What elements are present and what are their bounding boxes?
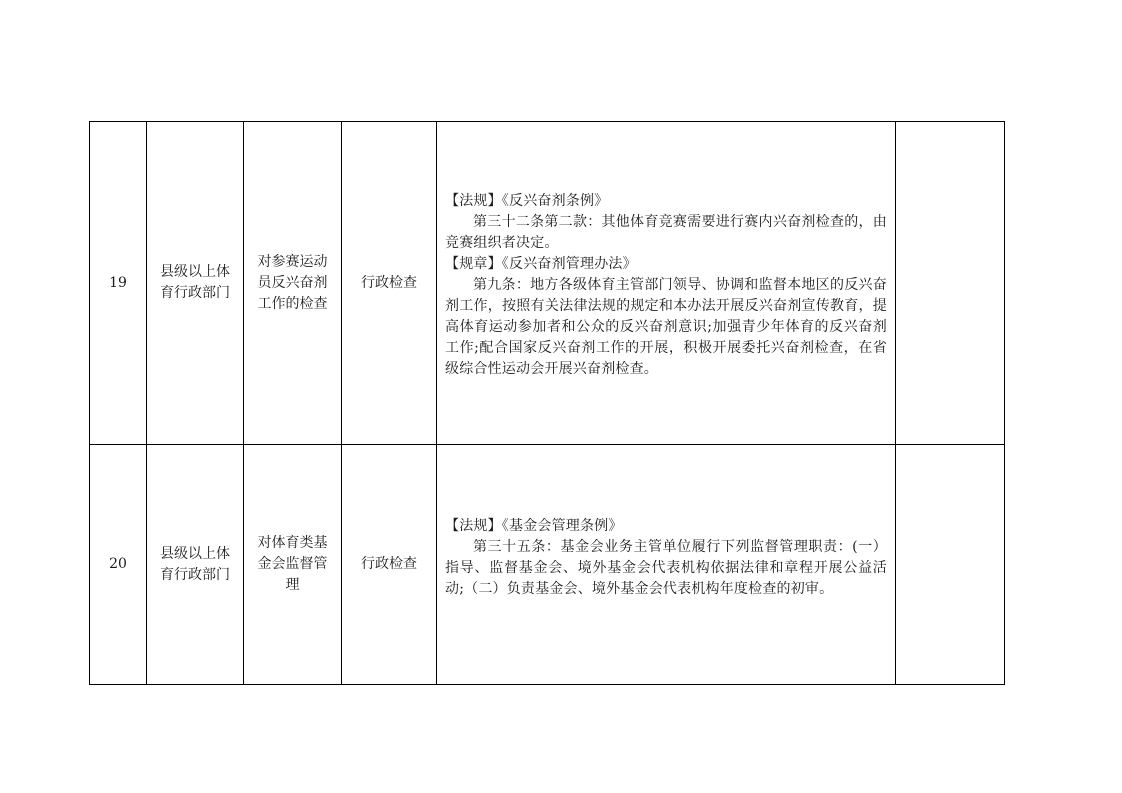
legal-basis-cell <box>437 122 896 445</box>
basis-article: 第三十二条第二款：其他体育竞赛需要进行赛内兴奋剂检查的，由竞赛组织者决定。 <box>445 213 887 251</box>
basis-article: 第九条：地方各级体育主管部门领导、协调和监督本地区的反兴奋剂工作，按照有关法律法规的规定和本办法开展反兴奋剂宣传教育，提高体育运动参加者和公众的反兴奋剂意识;加强青少年体育的反兴奋剂工作;配合国家反兴奋剂工作的开展，积极开展委托兴奋剂检查，在省级综合性运动会开展兴奋剂检查。 <box>445 276 887 377</box>
table-row <box>90 445 1005 685</box>
legal-basis-cell <box>437 445 896 685</box>
basis-reference: 【规章】《反兴奋剂管理办法》 <box>445 255 637 272</box>
item-name-cell <box>244 445 342 685</box>
department-cell <box>147 445 244 685</box>
action-type-cell: 行政检查 <box>342 445 437 685</box>
row-number: 20 <box>90 445 147 685</box>
table-row <box>90 122 1005 445</box>
basis-reference: 【法规】《基金会管理条例》 <box>445 517 623 534</box>
basis-reference: 【法规】《反兴奋剂条例》 <box>445 192 609 209</box>
department-cell <box>147 122 244 445</box>
remarks-cell <box>896 122 1005 445</box>
department-text: 县级以上体育行政部门 <box>160 264 230 301</box>
action-type-cell: 行政检查 <box>342 122 437 445</box>
item-name-text: 对体育类基金会监督管理 <box>257 535 328 593</box>
enforcement-items-table <box>89 121 1005 685</box>
remarks-cell <box>896 445 1005 685</box>
basis-article: 第三十五条：基金会业务主管单位履行下列监督管理职责：(一）指导、监督基金会、境外基金会代表机构依据法律和章程开展公益活动;（二）负责基金会、境外基金会代表机构年度检查的初审。 <box>445 538 887 597</box>
row-number: 19 <box>90 122 147 445</box>
department-text: 县级以上体育行政部门 <box>160 545 230 583</box>
item-name-text: 对参赛运动员反兴奋剂工作的检查 <box>257 253 328 312</box>
item-name-cell <box>244 122 342 445</box>
